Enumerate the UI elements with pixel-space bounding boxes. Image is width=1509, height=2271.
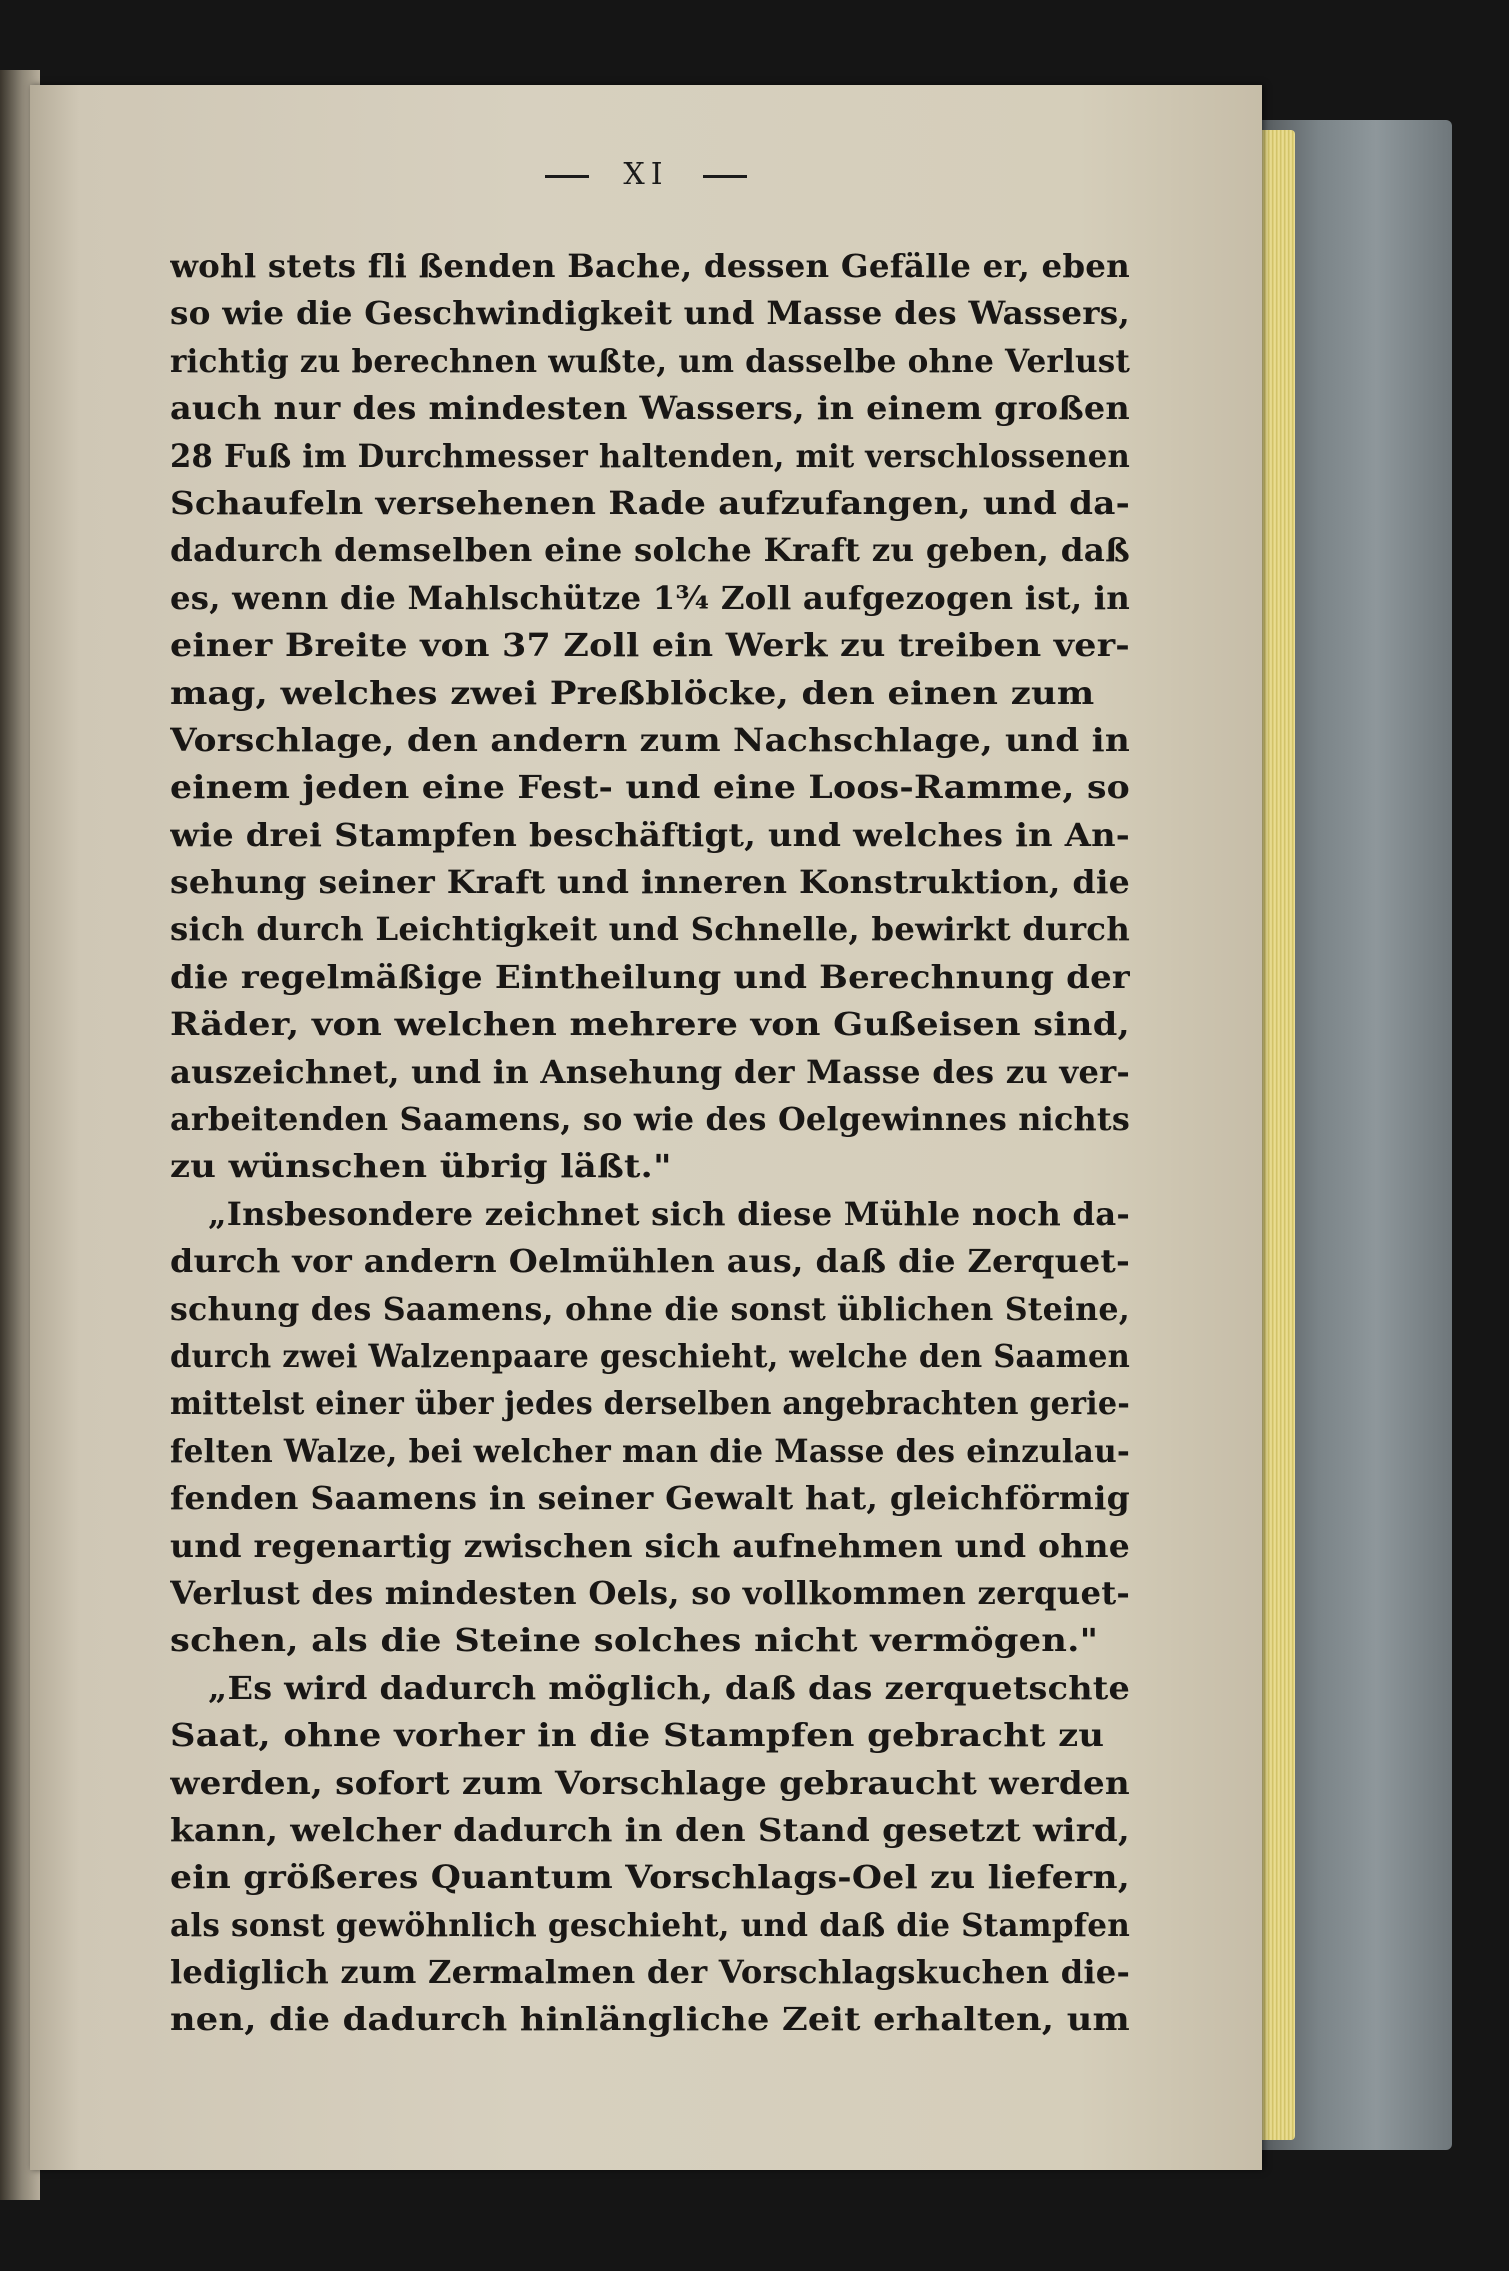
text-line: 28 Fuß im Durchmesser haltenden, mit verschlossenen [170, 437, 1130, 475]
text-line: „Insbesondere zeichnet sich diese Mühle noch da- [208, 1195, 1130, 1233]
text-line: Vorschlage, den andern zum Nachschlage, und in [170, 721, 1130, 759]
text-line: auszeichnet, und in Ansehung der Masse des zu ver- [170, 1053, 1130, 1091]
text-line: sehung seiner Kraft und inneren Konstruktion, die [170, 864, 1130, 902]
text-line: Schaufeln versehenen Rade aufzufangen, und da- [170, 484, 1130, 522]
text-line: Verlust des mindesten Oels, so vollkommen zerquet- [170, 1574, 1130, 1612]
text-line: dadurch demselben eine solche Kraft zu geben, daß [170, 532, 1130, 570]
text-line: auch nur des mindesten Wassers, in einem großen [170, 390, 1130, 428]
text-line: ein größeres Quantum Vorschlags-Oel zu liefern, [170, 1859, 1130, 1897]
running-header [30, 157, 1262, 192]
text-line: und regenartig zwischen sich aufnehmen und ohne [170, 1527, 1130, 1565]
text-line: nen, die dadurch hinlängliche Zeit erhalten, um [170, 2001, 1130, 2039]
text-line: fenden Saamens in seiner Gewalt hat, gleichförmig [170, 1480, 1130, 1518]
text-line: durch vor andern Oelmühlen aus, daß die Zerquet- [170, 1243, 1130, 1281]
header-dash-right [703, 175, 747, 178]
text-line: „Es wird dadurch möglich, daß das zerquetschte [208, 1669, 1130, 1707]
text-line: mittelst einer über jedes derselben angebrachten gerie- [170, 1385, 1130, 1423]
text-line: durch zwei Walzenpaare geschieht, welche den Saamen [170, 1337, 1130, 1375]
text-line: richtig zu berechnen wußte, um dasselbe ohne Verlust [170, 342, 1130, 380]
text-line: arbeitenden Saamens, so wie des Oelgewinnes nichts [170, 1101, 1130, 1139]
text-line: so wie die Geschwindigkeit und Masse des Wassers, [170, 295, 1130, 333]
text-line: es, wenn die Mahlschütze 1¾ Zoll aufgezogen ist, in [170, 579, 1130, 617]
text-line: einer Breite von 37 Zoll ein Werk zu treiben ver- [170, 627, 1130, 665]
text-line: Räder, von welchen mehrere von Gußeisen sind, [170, 1006, 1130, 1044]
text-line: einem jeden eine Fest- und eine Loos-Ramme, so [170, 769, 1130, 807]
text-line: als sonst gewöhnlich geschieht, und daß die Stampfen [170, 1906, 1130, 1944]
text-line: schung des Saamens, ohne die sonst üblichen Steine, [170, 1290, 1130, 1328]
text-line: schen, als die Steine solches nicht vermögen." [170, 1622, 1099, 1660]
text-line: werden, sofort zum Vorschlage gebraucht werden [170, 1764, 1130, 1802]
text-line: felten Walze, bei welcher man die Masse des einzulau- [170, 1432, 1130, 1470]
text-line: lediglich zum Zermalmen der Vorschlagskuchen die- [170, 1954, 1130, 1992]
text-line: sich durch Leichtigkeit und Schnelle, bewirkt durch [170, 911, 1130, 949]
page-number: XI [623, 157, 669, 192]
header-dash-left [545, 175, 589, 178]
text-line: zu wünschen übrig läßt." [170, 1148, 672, 1186]
text-line: die regelmäßige Eintheilung und Berechnung der [170, 958, 1130, 996]
text-line: wohl stets fli ßenden Bache, dessen Gefälle er, eben [170, 248, 1130, 285]
text-line: mag, welches zwei Preßblöcke, den einen zum [170, 674, 1095, 712]
book-page [30, 85, 1262, 2170]
text-line: wie drei Stampfen beschäftigt, und welches in An- [170, 816, 1130, 854]
text-line: Saat, ohne vorher in die Stampfen gebracht zu [170, 1717, 1105, 1755]
text-line: kann, welcher dadurch in den Stand gesetzt wird, [170, 1811, 1130, 1849]
body-text [170, 243, 1130, 2044]
